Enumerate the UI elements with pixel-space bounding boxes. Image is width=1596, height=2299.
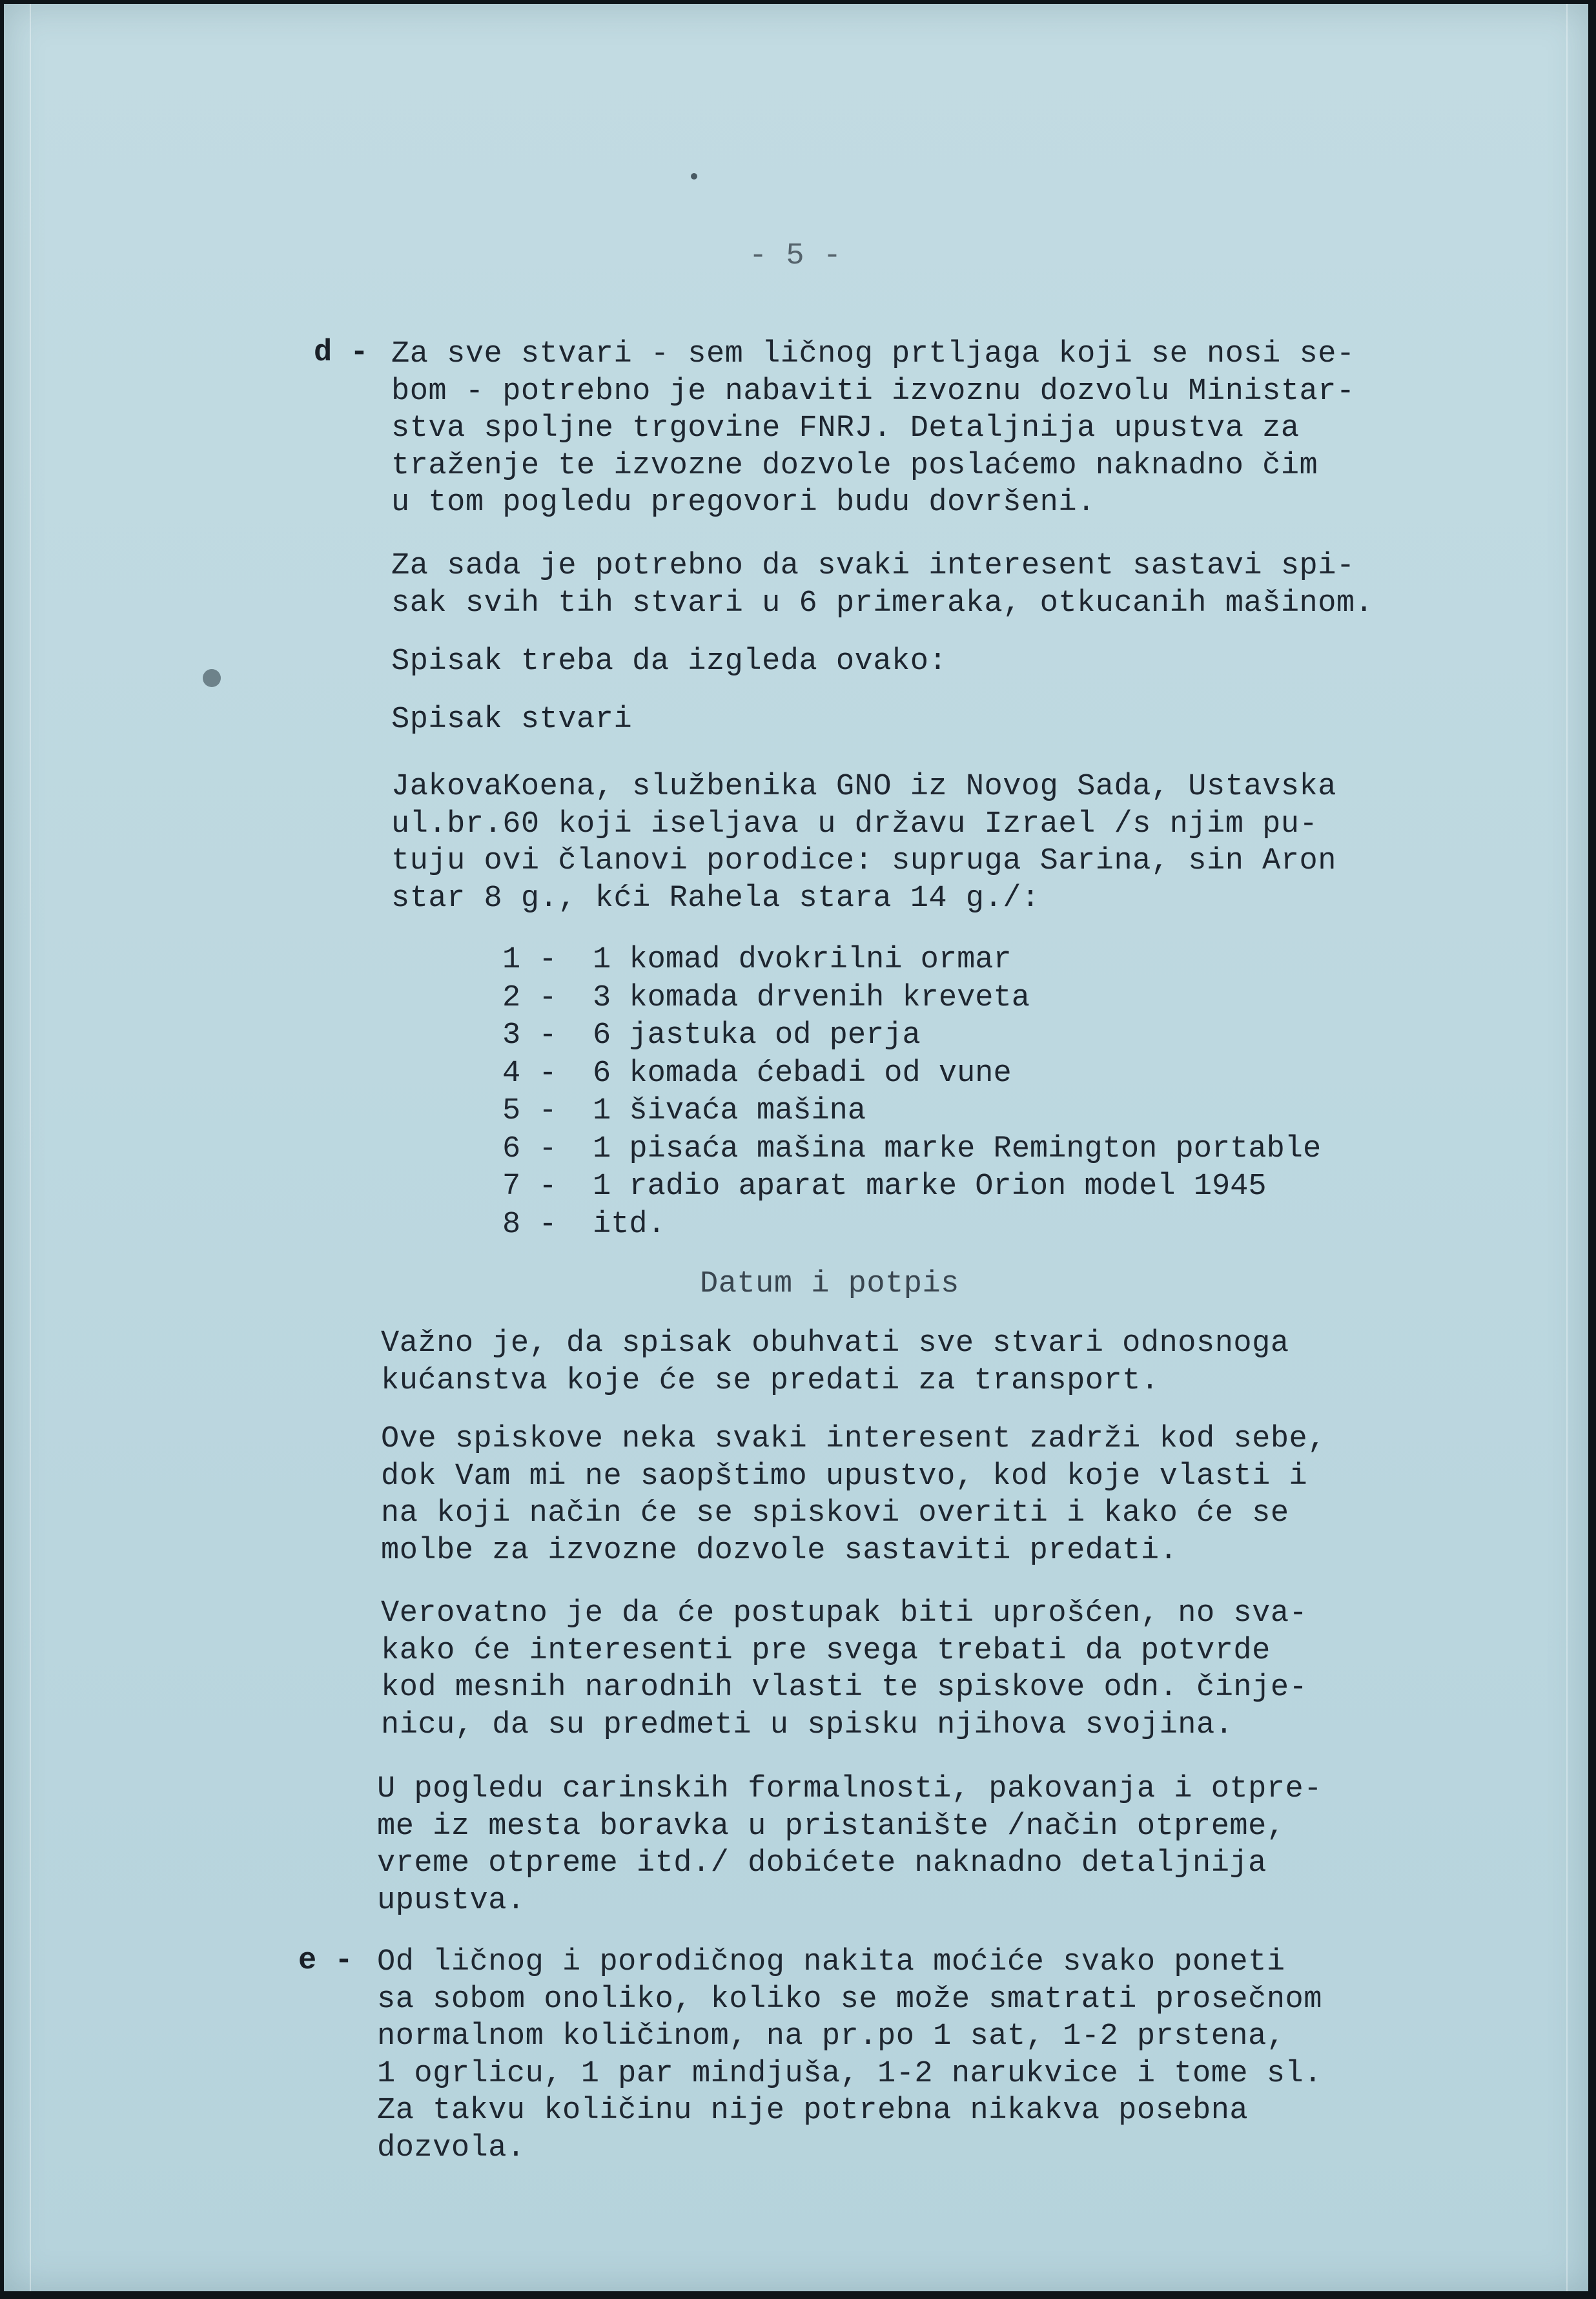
section-d-marker: d - (314, 336, 369, 370)
item-number: 6 - (502, 1131, 557, 1166)
text-line: me iz mesta boravka u pristanište /način otpreme, (377, 1809, 1285, 1844)
signature-line: Datum i potpis (700, 1267, 959, 1301)
item-text: 3 komada drvenih kreveta (593, 980, 1030, 1015)
text-line: kućanstva koje će se predati za transport. (381, 1363, 1160, 1398)
text-line: nicu, da su predmeti u spisku njihova svojina. (381, 1707, 1234, 1742)
text-line: tuju ovi članovi porodice: supruga Sarina, sin Aron (391, 844, 1336, 878)
paragraph-completeness (381, 1325, 1427, 1399)
item-number: 4 - (502, 1056, 557, 1091)
text-line: Ove spiskove neka svaki interesent zadrži kod sebe, (381, 1422, 1326, 1456)
item-number: 8 - (502, 1207, 557, 1242)
text-line: Za takvu količinu nije potrebna nikakva posebna (377, 2094, 1249, 2128)
text-line: dozvola. (377, 2130, 526, 2165)
text-line: molbe za izvozne dozvole sastaviti predati. (381, 1533, 1178, 1568)
text-line: sak svih tih stvari u 6 primeraka, otkucanih mašinom. (391, 586, 1374, 621)
text-line: star 8 g., kći Rahela stara 14 g./: (391, 881, 1040, 916)
text-line: vreme otpreme itd./ dobićete naknadno detaljnija (377, 1846, 1267, 1881)
item-text: itd. (593, 1207, 666, 1242)
text-line: Verovatno je da će postupak biti uprošćen, no sva- (381, 1596, 1308, 1631)
list-heading (391, 701, 1437, 739)
items-list (502, 942, 1321, 1244)
text-line: normalnom količinom, na pr.po 1 sat, 1-2 prstena, (377, 2019, 1285, 2054)
text-line: ul.br.60 koji iseljava u državu Izrael /s njim pu- (391, 807, 1318, 841)
paragraph-jewelry (377, 1944, 1423, 2167)
text-line: Važno je, da spisak obuhvati sve stvari odnosnoga (381, 1326, 1289, 1361)
item-text: 1 pisaća mašina marke Remington portable (593, 1131, 1322, 1166)
item-text: 6 komada ćebadi od vune (593, 1056, 1012, 1091)
text-line: upustva. (377, 1883, 526, 1918)
text-line: dok Vam mi ne saopštimo upustvo, kod koje vlasti i (381, 1459, 1308, 1494)
paragraph-procedure (381, 1595, 1427, 1744)
list-item (502, 1206, 1321, 1244)
section-e-marker: e - (298, 1944, 353, 1978)
text-line: sa sobom onoliko, koliko se može smatrati prosečnom (377, 1982, 1322, 2017)
text-line: na koji način će se spiskovi overiti i kako će se (381, 1496, 1289, 1531)
item-text: 6 jastuka od perja (593, 1018, 921, 1053)
text-line: Od ličnog i porodičnog nakita moćiće svako poneti (377, 1945, 1285, 1979)
paper-edge-line (1566, 4, 1568, 2291)
text-line: U pogledu carinskih formalnosti, pakovanja i otpre- (377, 1772, 1322, 1806)
list-item (502, 1093, 1321, 1131)
text-line: stva spoljne trgovine FNRJ. Detaljnija upustva za (391, 411, 1300, 446)
paragraph-owner-description (391, 768, 1437, 917)
item-number: 7 - (502, 1170, 557, 1204)
item-number: 3 - (502, 1018, 557, 1053)
text-line: bom - potrebno je nabaviti izvoznu dozvolu Ministar- (391, 374, 1355, 409)
item-text: 1 komad dvokrilni ormar (593, 943, 1012, 977)
paragraph-list-requirement (391, 548, 1437, 622)
item-number: 1 - (502, 943, 557, 977)
list-item (502, 980, 1321, 1018)
text-line: Za sve stvari - sem ličnog prtljaga koji se nosi se- (391, 337, 1355, 371)
text-line: traženje te izvozne dozvole poslaćemo naknadno čim (391, 448, 1318, 483)
text-line: u tom pogledu pregovori budu dovršeni. (391, 486, 1096, 520)
list-item (502, 1131, 1321, 1169)
item-text: 1 šivaća mašina (593, 1094, 866, 1128)
paper-edge-line (30, 4, 31, 2291)
text-line: Spisak stvari (391, 703, 633, 737)
text-line: Za sada je potrebno da svaki interesent sastavi spi- (391, 549, 1355, 583)
paragraph-keep-lists (381, 1421, 1427, 1569)
item-text: 1 radio aparat marke Orion model 1945 (593, 1170, 1267, 1204)
page-number: - 5 - (749, 239, 842, 273)
text-line: Spisak treba da izgleda ovako: (391, 644, 948, 679)
list-item (502, 1168, 1321, 1206)
item-number: 2 - (502, 980, 557, 1015)
text-line: 1 ogrlicu, 1 par mindjuša, 1-2 narukvice i tome sl. (377, 2056, 1322, 2091)
paper-speck (691, 173, 697, 180)
text-line: JakovaKoena, službenika GNO iz Novog Sada, Ustavska (391, 770, 1336, 804)
text-line: kako će interesenti pre svega trebati da potvrde (381, 1633, 1271, 1668)
list-item (502, 942, 1321, 980)
list-item (502, 1055, 1321, 1093)
list-item (502, 1017, 1321, 1055)
paragraph-customs (377, 1771, 1423, 1919)
item-number: 5 - (502, 1094, 557, 1128)
paragraph-list-format (391, 643, 1437, 681)
text-line: kod mesnih narodnih vlasti te spiskove odn. činje- (381, 1671, 1308, 1705)
paragraph-export-permit (391, 336, 1437, 522)
punch-hole-mark (203, 669, 221, 687)
